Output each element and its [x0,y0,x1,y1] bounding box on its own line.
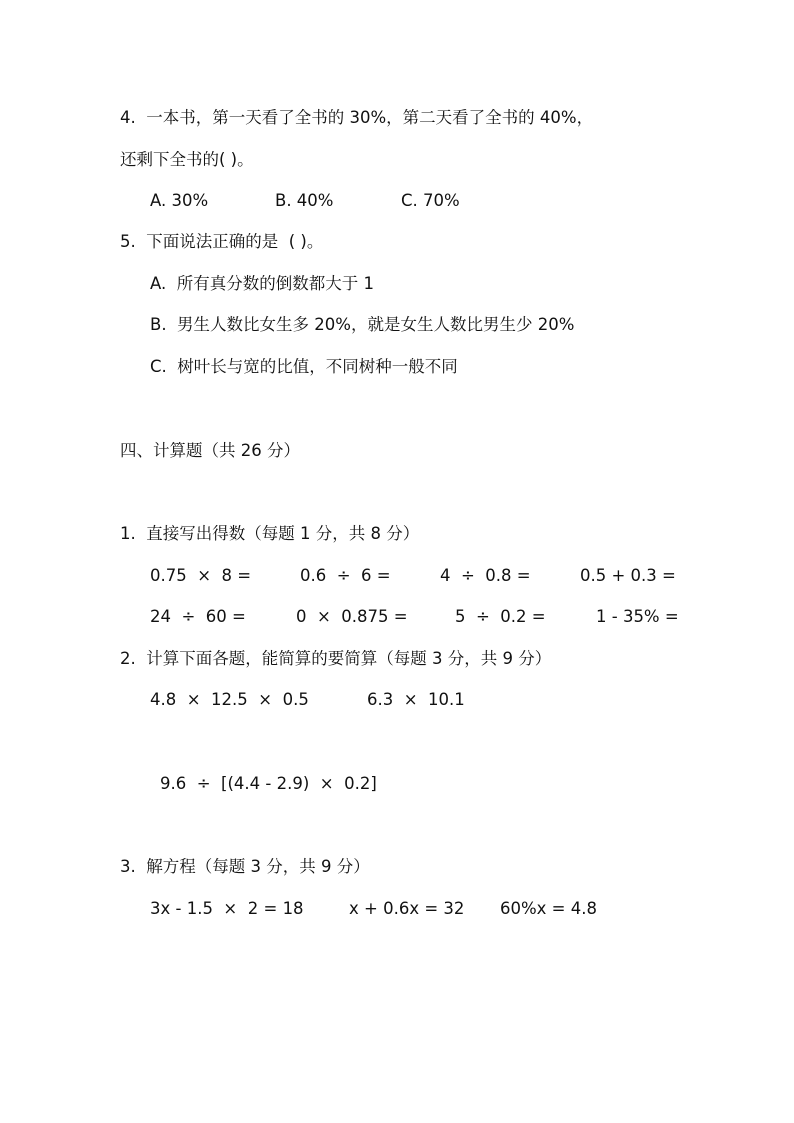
calc1-item: 5 ÷ 0.2 = [455,607,546,626]
q4-option-b: B. 40% [275,191,334,210]
q4-stem-line2: 还剩下全书的( )。 [120,150,254,169]
calc3-title: 3. 解方程（每题 3 分，共 9 分） [120,857,370,876]
calc1-item: 0 × 0.875 = [296,607,408,626]
calc3-item: 60%x = 4.8 [500,899,597,918]
calc1-title: 1. 直接写出得数（每题 1 分，共 8 分） [120,524,420,543]
section-title: 四、计算题（共 26 分） [120,441,300,460]
calc3-item: 3x - 1.5 × 2 = 18 [150,899,304,918]
q4-stem-line1: 4. 一本书，第一天看了全书的 30%，第二天看了全书的 40%， [120,108,594,127]
q5-option-b: B. 男生人数比女生多 20%，就是女生人数比男生少 20% [150,315,575,334]
calc1-item: 24 ÷ 60 = [150,607,246,626]
calc3-item: x + 0.6x = 32 [349,899,465,918]
calc1-item: 1 - 35% = [596,607,679,626]
calc1-item: 0.75 × 8 = [150,566,252,585]
q5-option-a: A. 所有真分数的倒数都大于 1 [150,274,374,293]
calc2-item: 4.8 × 12.5 × 0.5 [150,690,309,709]
calc2-item: 6.3 × 10.1 [367,690,465,709]
calc1-item: 4 ÷ 0.8 = [440,566,531,585]
q5-stem: 5. 下面说法正确的是 ( )。 [120,232,324,251]
calc1-item: 0.6 ÷ 6 = [300,566,391,585]
q4-option-c: C. 70% [401,191,460,210]
calc2-title: 2. 计算下面各题，能简算的要简算（每题 3 分，共 9 分） [120,649,552,668]
calc2-item: 9.6 ÷ [(4.4 - 2.9) × 0.2] [160,774,377,793]
calc1-item: 0.5 + 0.3 = [580,566,676,585]
q5-option-c: C. 树叶长与宽的比值，不同树种一般不同 [150,357,458,376]
q4-option-a: A. 30% [150,191,209,210]
